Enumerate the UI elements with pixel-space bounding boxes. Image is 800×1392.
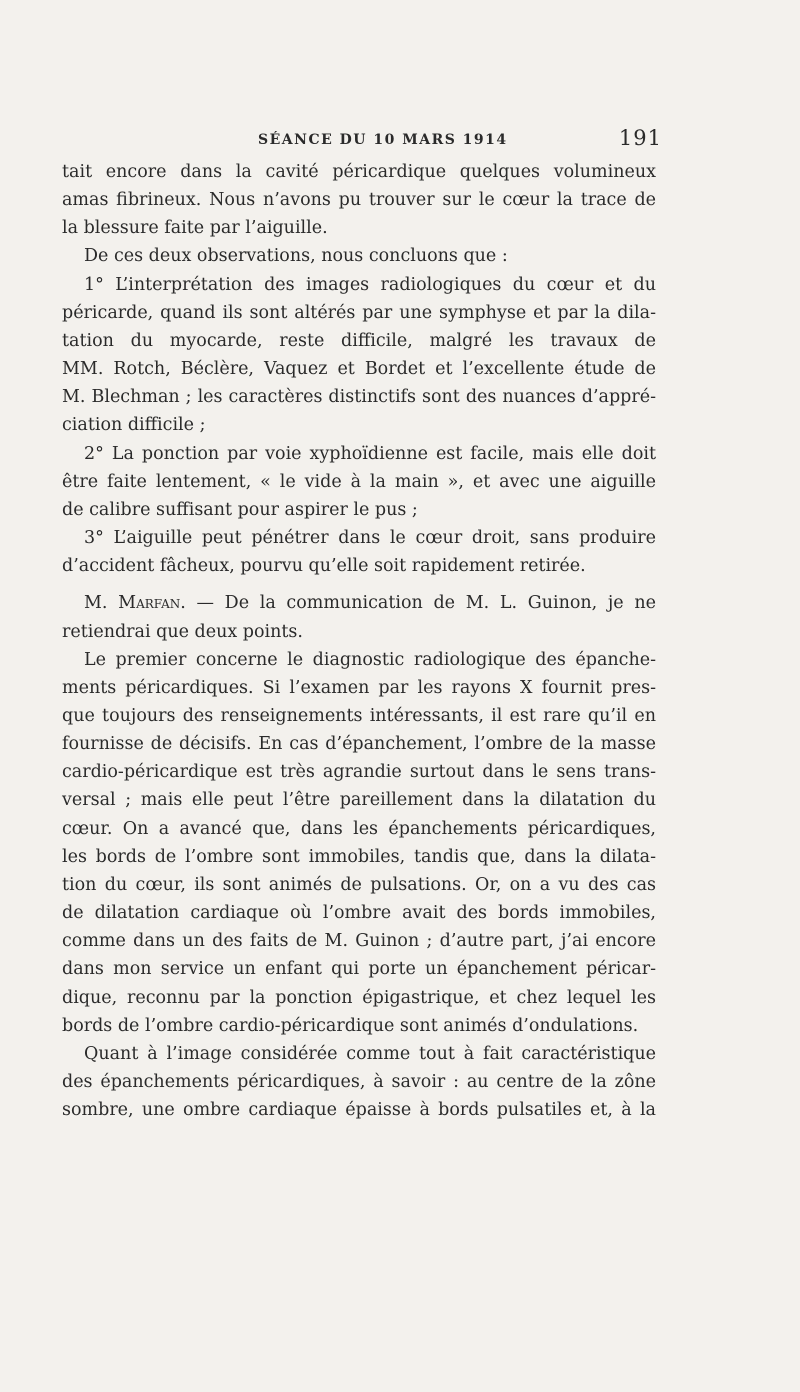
text-line: d’accident fâcheux, pourvu qu’elle soit rapidement retirée.	[62, 556, 586, 577]
text-line: 1° L’interprétation des images radiologiques du cœur et du	[84, 274, 656, 295]
text-line: péricarde, quand ils sont altérés par une symphyse et par la dila-	[62, 302, 656, 323]
text-line: tait encore dans la cavité péricardique quelques volumineux	[62, 162, 656, 182]
text-line: comme dans un des faits de M. Guinon ; d’autre part, j’ai encore	[62, 931, 656, 952]
text-line: retiendrai que deux points.	[62, 621, 303, 642]
text-line: amas fibrineux. Nous n’avons pu trouver sur le cœur la trace de	[62, 190, 656, 211]
text-line: cœur. On a avancé que, dans les épanchements péricardiques,	[62, 818, 656, 839]
text-line: bords de l’ombre cardio-péricardique sont animés d’ondulations.	[62, 1015, 639, 1036]
text-line: des épanchements péricardiques, à savoir : au centre de la zône	[62, 1072, 656, 1092]
text-line: de calibre suffisant pour aspirer le pus ;	[62, 499, 418, 520]
text-line: De ces deux observations, nous concluons que :	[84, 246, 508, 267]
speaker-name: M. Marfan.	[84, 593, 186, 614]
speaker-line	[62, 589, 656, 617]
text-line: 3° L’aiguille peut pénétrer dans le cœur droit, sans produire	[84, 528, 656, 549]
paragraph-gap	[62, 580, 656, 589]
text-line: M. Blechman ; les caractères distinctifs sont des nuances d’appré-	[62, 387, 656, 408]
text-line: dique, reconnu par la ponction épigastrique, et chez lequel les	[62, 987, 656, 1008]
running-header	[62, 118, 662, 148]
text-line: 2° La ponction par voie xyphoïdienne est facile, mais elle doit	[84, 443, 656, 464]
text-line: dans mon service un enfant qui porte un épanchement péricar-	[62, 959, 656, 980]
text-line: la blessure faite par l’aiguille.	[62, 218, 328, 239]
text-line: être faite lentement, « le vide à la main », et avec une aiguille	[62, 471, 656, 492]
text-line: cardio-péricardique est très agrandie surtout dans le sens trans-	[62, 762, 656, 783]
body-text	[62, 158, 656, 1124]
text-line: de dilatation cardiaque où l’ombre avait des bords immobiles,	[62, 903, 656, 924]
text-line: fournisse de décisifs. En cas d’épanchement, l’ombre de la masse	[62, 734, 656, 755]
text-line: Le premier concerne le diagnostic radiologique des épanche-	[84, 649, 656, 670]
header-title: SÉANCE DU 10 MARS 1914	[258, 132, 508, 148]
speaker-line-rest: — De la communication de M. L. Guinon, je ne	[185, 593, 656, 614]
text-line: que toujours des renseignements intéressants, il est rare qu’il en	[62, 705, 656, 726]
text-line: ments péricardiques. Si l’examen par les rayons X fournit pres-	[62, 677, 656, 698]
page-number: 191	[618, 126, 662, 150]
text-line: MM. Rotch, Béclère, Vaquez et Bordet et l’excellente étude de	[62, 359, 656, 380]
text-line: sombre, une ombre cardiaque épaisse à bords pulsatiles et, à la	[62, 1100, 656, 1121]
text-line: versal ; mais elle peut l’être pareillement dans la dilatation du	[62, 790, 656, 811]
text-line: tation du myocarde, reste difficile, malgré les travaux de	[62, 330, 656, 351]
text-line: tion du cœur, ils sont animés de pulsations. Or, on a vu des cas	[62, 874, 656, 895]
text-line: les bords de l’ombre sont immobiles, tandis que, dans la dilata-	[62, 846, 656, 867]
text-line: Quant à l’image considérée comme tout à fait caractéristique	[84, 1043, 656, 1064]
text-line: ciation difficile ;	[62, 415, 206, 436]
